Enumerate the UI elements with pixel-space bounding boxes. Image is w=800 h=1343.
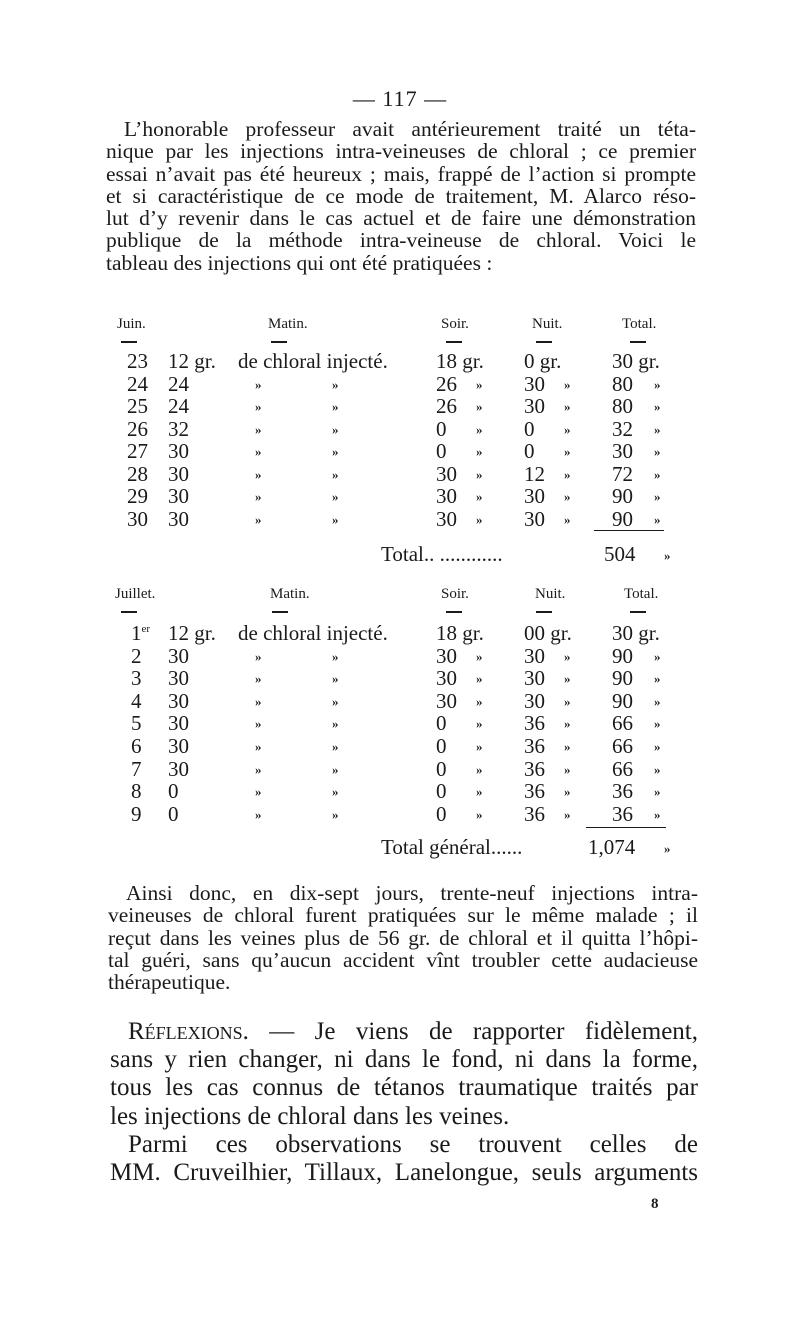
- total-mark: »: [664, 548, 671, 563]
- total-rule: [594, 530, 664, 531]
- row-nuit: 36: [524, 711, 545, 736]
- row-total: 90: [612, 643, 633, 668]
- ditto-mark: »: [476, 693, 483, 709]
- row-soir: 30: [436, 461, 457, 486]
- ditto-mark: »: [476, 376, 483, 392]
- ditto-mark: »: [564, 444, 571, 459]
- row-nuit: 30: [524, 394, 545, 418]
- row-day: 27: [127, 439, 148, 463]
- row-soir: 0: [436, 439, 447, 463]
- row-soir: 18 gr.: [436, 349, 484, 373]
- ditto-mark: »: [255, 671, 262, 687]
- ditto-mark: »: [255, 761, 262, 777]
- reflexions-first-line: [110, 1018, 698, 1046]
- row-matin: 30: [168, 688, 189, 713]
- header-dash-soir: [446, 611, 462, 613]
- row-soir: 26: [436, 371, 457, 396]
- row-soir: 0: [436, 779, 447, 804]
- header-soir: Soir.: [441, 586, 469, 602]
- header-dash-soir: [446, 341, 462, 343]
- row-nuit: 30: [524, 688, 545, 713]
- reflexions-line: — Je viens de rapporter fidèlement,: [248, 1018, 698, 1045]
- ditto-mark: »: [654, 761, 661, 777]
- row-day: 28: [127, 461, 148, 486]
- row-day-wrap: [131, 621, 150, 646]
- reflexions-line: tous les cas connus de tétanos traumatique traités par: [110, 1074, 698, 1102]
- row-matin: 30: [168, 756, 189, 781]
- row-nuit: 36: [524, 801, 545, 826]
- row-total: 32: [612, 416, 633, 441]
- row-day: 6: [131, 734, 142, 758]
- ditto-mark: »: [564, 421, 571, 437]
- header-nuit: Nuit.: [535, 586, 566, 602]
- ditto-mark: »: [654, 716, 661, 732]
- header-nuit: Nuit.: [532, 316, 563, 332]
- ditto-mark: »: [332, 376, 339, 392]
- ditto-mark: »: [332, 739, 339, 754]
- header-dash-matin: [271, 341, 287, 343]
- ditto-mark: »: [564, 648, 571, 664]
- ditto-mark: »: [476, 784, 483, 800]
- ditto-mark: »: [332, 489, 339, 504]
- row-matin: 0: [168, 779, 179, 804]
- row-soir: 30: [436, 643, 457, 668]
- intro-line: tableau des injections qui ont été pratiquées :: [106, 250, 493, 275]
- row-total: 80: [612, 394, 633, 418]
- ditto-mark: »: [255, 399, 262, 414]
- ditto-mark: »: [476, 444, 483, 459]
- reflexions-line: Parmi ces observations se trouvent celles de: [128, 1130, 698, 1158]
- row-matin: 30: [168, 666, 189, 691]
- ditto-mark: »: [654, 489, 661, 504]
- intro-line: lut d’y revenir dans le cas actuel et de faire une démonstration: [106, 206, 696, 231]
- row-day: 2: [131, 643, 142, 668]
- ditto-mark: »: [564, 761, 571, 777]
- row-matin: 30: [168, 484, 189, 508]
- ditto-mark: »: [332, 466, 339, 482]
- ditto-mark: »: [332, 648, 339, 664]
- row-day: 1: [131, 621, 142, 645]
- ditto-mark: »: [255, 466, 262, 482]
- ditto-mark: »: [332, 761, 339, 777]
- row-soir: 30: [436, 484, 457, 508]
- row-day: 7: [131, 756, 142, 781]
- ditto-mark: »: [476, 739, 483, 754]
- ditto-mark: »: [476, 421, 483, 437]
- intro-line: publique de la méthode intra-veineuse de chloral. Voici le: [106, 228, 696, 253]
- ditto-mark: »: [255, 693, 262, 709]
- header-dash-nuit: [536, 341, 552, 343]
- header-matin: Matin.: [268, 316, 308, 332]
- total-rule: [586, 827, 666, 828]
- ditto-mark: »: [564, 376, 571, 392]
- row-nuit: 0: [524, 416, 535, 441]
- reflexions-line: MM. Cruveilhier, Tillaux, Lanelongue, seuls arguments: [110, 1159, 698, 1187]
- row-nuit: 36: [524, 779, 545, 804]
- row-day: 9: [131, 801, 142, 826]
- ditto-mark: »: [564, 806, 571, 822]
- ditto-mark: »: [255, 444, 262, 459]
- ditto-mark: »: [654, 648, 661, 664]
- total-value: 1,074: [588, 835, 636, 859]
- header-total: Total.: [622, 316, 657, 332]
- row-soir: 30: [436, 506, 457, 531]
- row-soir: 30: [436, 688, 457, 713]
- header-dash-total: [630, 341, 646, 343]
- row-total: 30: [612, 439, 633, 463]
- summary-line: Ainsi donc, en dix-sept jours, trente-neuf injections intra-: [126, 881, 698, 905]
- ditto-mark: »: [255, 806, 262, 822]
- header-matin: Matin.: [270, 586, 310, 602]
- ditto-mark: »: [654, 511, 661, 527]
- total-label: Total général......: [381, 835, 523, 859]
- row-matin: 12 gr.: [168, 621, 216, 645]
- ditto-mark: »: [564, 671, 571, 687]
- row-soir: 0: [436, 756, 447, 781]
- ditto-mark: »: [654, 466, 661, 482]
- ditto-mark: »: [564, 489, 571, 504]
- ditto-mark: »: [564, 716, 571, 732]
- ditto-mark: »: [654, 444, 661, 459]
- reflexions-paragraph: [110, 1018, 698, 1187]
- ditto-mark: »: [255, 421, 262, 437]
- row-total: 66: [612, 756, 633, 781]
- summary-paragraph: [108, 882, 698, 993]
- ditto-mark: »: [654, 421, 661, 437]
- row-total: 90: [612, 688, 633, 713]
- row-soir: 18 gr.: [436, 621, 484, 645]
- header-day: Juillet.: [115, 586, 156, 602]
- row-total: 90: [612, 666, 633, 691]
- ditto-mark: »: [476, 511, 483, 527]
- ditto-mark: »: [564, 784, 571, 800]
- row-matin: 30: [168, 711, 189, 736]
- row-day: 25: [127, 394, 148, 418]
- row-day: 3: [131, 666, 142, 691]
- row-soir: 0: [436, 711, 447, 736]
- row-matin: 30: [168, 461, 189, 486]
- ditto-mark: »: [654, 693, 661, 709]
- row-total: 36: [612, 801, 633, 826]
- header-total: Total.: [624, 586, 659, 602]
- summary-line: tal guéri, sans qu’aucun accident vînt troubler cette audacieuse: [108, 947, 698, 972]
- intro-line: L’honorable professeur avait antérieurement traité un téta-: [124, 117, 696, 141]
- row-soir: 30: [436, 666, 457, 691]
- header-dash-day: [121, 341, 137, 343]
- ditto-mark: »: [476, 761, 483, 777]
- row-nuit: 30: [524, 666, 545, 691]
- row-nuit: 00 gr.: [524, 621, 572, 645]
- total-label: Total.. ............: [381, 542, 503, 566]
- ditto-mark: »: [332, 693, 339, 709]
- ditto-mark: »: [332, 511, 339, 527]
- ditto-mark: »: [564, 693, 571, 709]
- reflexions-line: sans y rien changer, ni dans le fond, ni dans la forme,: [110, 1046, 698, 1074]
- ditto-mark: »: [255, 376, 262, 392]
- row-total: 36: [612, 779, 633, 804]
- ditto-mark: »: [332, 444, 339, 459]
- ditto-mark: »: [255, 648, 262, 664]
- day-superscript: er: [141, 623, 151, 635]
- row-matin: 12 gr.: [168, 349, 216, 373]
- total-value: 504: [604, 542, 636, 566]
- row-matin: 30: [168, 439, 189, 463]
- ditto-mark: »: [654, 806, 661, 822]
- header-dash-matin: [272, 611, 288, 613]
- reflexions-heading: Réflexions.: [128, 1018, 249, 1045]
- row-day: 23: [127, 349, 148, 373]
- ditto-mark: »: [476, 671, 483, 687]
- row-nuit: 36: [524, 734, 545, 758]
- row-total: 80: [612, 371, 633, 396]
- ditto-mark: »: [564, 399, 571, 414]
- row-note: de chloral injecté.: [238, 349, 388, 373]
- row-soir: 0: [436, 734, 447, 758]
- header-dash-nuit: [536, 611, 552, 613]
- total-mark: »: [664, 841, 671, 856]
- header-soir: Soir.: [441, 316, 469, 332]
- ditto-mark: »: [654, 399, 661, 414]
- ditto-mark: »: [255, 739, 262, 754]
- ditto-mark: »: [476, 466, 483, 482]
- row-day: 24: [127, 371, 148, 396]
- ditto-mark: »: [255, 511, 262, 527]
- summary-line: veineuses de chloral furent pratiquées sur le même malade ; il: [108, 903, 698, 928]
- ditto-mark: »: [476, 489, 483, 504]
- ditto-mark: »: [476, 648, 483, 664]
- ditto-mark: »: [654, 739, 661, 754]
- header-dash-day: [121, 611, 137, 613]
- ditto-mark: »: [476, 806, 483, 822]
- ditto-mark: »: [255, 784, 262, 800]
- row-nuit: 0: [524, 439, 535, 463]
- ditto-mark: »: [476, 716, 483, 732]
- row-day: 8: [131, 779, 142, 804]
- header-day: Juin.: [117, 316, 146, 332]
- row-nuit: 30: [524, 371, 545, 396]
- row-total: 66: [612, 711, 633, 736]
- ditto-mark: »: [332, 421, 339, 437]
- ditto-mark: »: [564, 511, 571, 527]
- row-matin: 24: [168, 371, 189, 396]
- header-dash-total: [630, 611, 646, 613]
- row-nuit: 12: [524, 461, 545, 486]
- page-number: — 117 —: [352, 86, 448, 111]
- row-total: 90: [612, 484, 633, 508]
- row-nuit: 36: [524, 756, 545, 781]
- row-matin: 0: [168, 801, 179, 826]
- row-matin: 30: [168, 734, 189, 758]
- ditto-mark: »: [255, 489, 262, 504]
- row-day: 4: [131, 688, 142, 713]
- ditto-mark: »: [564, 739, 571, 754]
- signature-mark: 8: [651, 1196, 659, 1212]
- row-day: 29: [127, 484, 148, 508]
- row-nuit: 30: [524, 506, 545, 531]
- reflexions-line: les injections de chloral dans les veines.: [110, 1102, 510, 1130]
- row-nuit: 30: [524, 484, 545, 508]
- row-total: 90: [612, 506, 633, 531]
- intro-line: et si caractéristique de ce mode de traitement, M. Alarco réso-: [106, 183, 696, 208]
- row-day: 30: [127, 506, 148, 531]
- ditto-mark: »: [654, 784, 661, 800]
- row-total: 72: [612, 461, 633, 486]
- intro-paragraph: [106, 118, 696, 274]
- ditto-mark: »: [255, 716, 262, 732]
- row-matin: 30: [168, 643, 189, 668]
- ditto-mark: »: [332, 806, 339, 822]
- row-note: de chloral injecté.: [238, 621, 388, 645]
- row-total: 30 gr.: [612, 349, 660, 373]
- ditto-mark: »: [654, 376, 661, 392]
- ditto-mark: »: [332, 784, 339, 800]
- row-nuit: 0 gr.: [524, 349, 562, 373]
- row-nuit: 30: [524, 643, 545, 668]
- row-soir: 26: [436, 394, 457, 418]
- ditto-mark: »: [332, 716, 339, 732]
- ditto-mark: »: [332, 399, 339, 414]
- row-matin: 24: [168, 394, 189, 418]
- intro-line: essai n’avait pas été heureux ; mais, frappé de l’action si prompte: [106, 161, 696, 186]
- row-total: 66: [612, 734, 633, 758]
- ditto-mark: »: [564, 466, 571, 482]
- ditto-mark: »: [476, 399, 483, 414]
- summary-line: thérapeutique.: [108, 970, 231, 995]
- row-soir: 0: [436, 416, 447, 441]
- row-matin: 32: [168, 416, 189, 441]
- row-day: 26: [127, 416, 148, 441]
- summary-line: reçut dans les veines plus de 56 gr. de chloral et il quitta l’hôpi-: [108, 925, 698, 950]
- ditto-mark: »: [332, 671, 339, 687]
- intro-line: nique par les injections intra-veineuses de chloral ; ce premier: [106, 139, 696, 164]
- ditto-mark: »: [654, 671, 661, 687]
- row-day: 5: [131, 711, 142, 736]
- row-total: 30 gr.: [612, 621, 660, 645]
- row-matin: 30: [168, 506, 189, 531]
- row-soir: 0: [436, 801, 447, 826]
